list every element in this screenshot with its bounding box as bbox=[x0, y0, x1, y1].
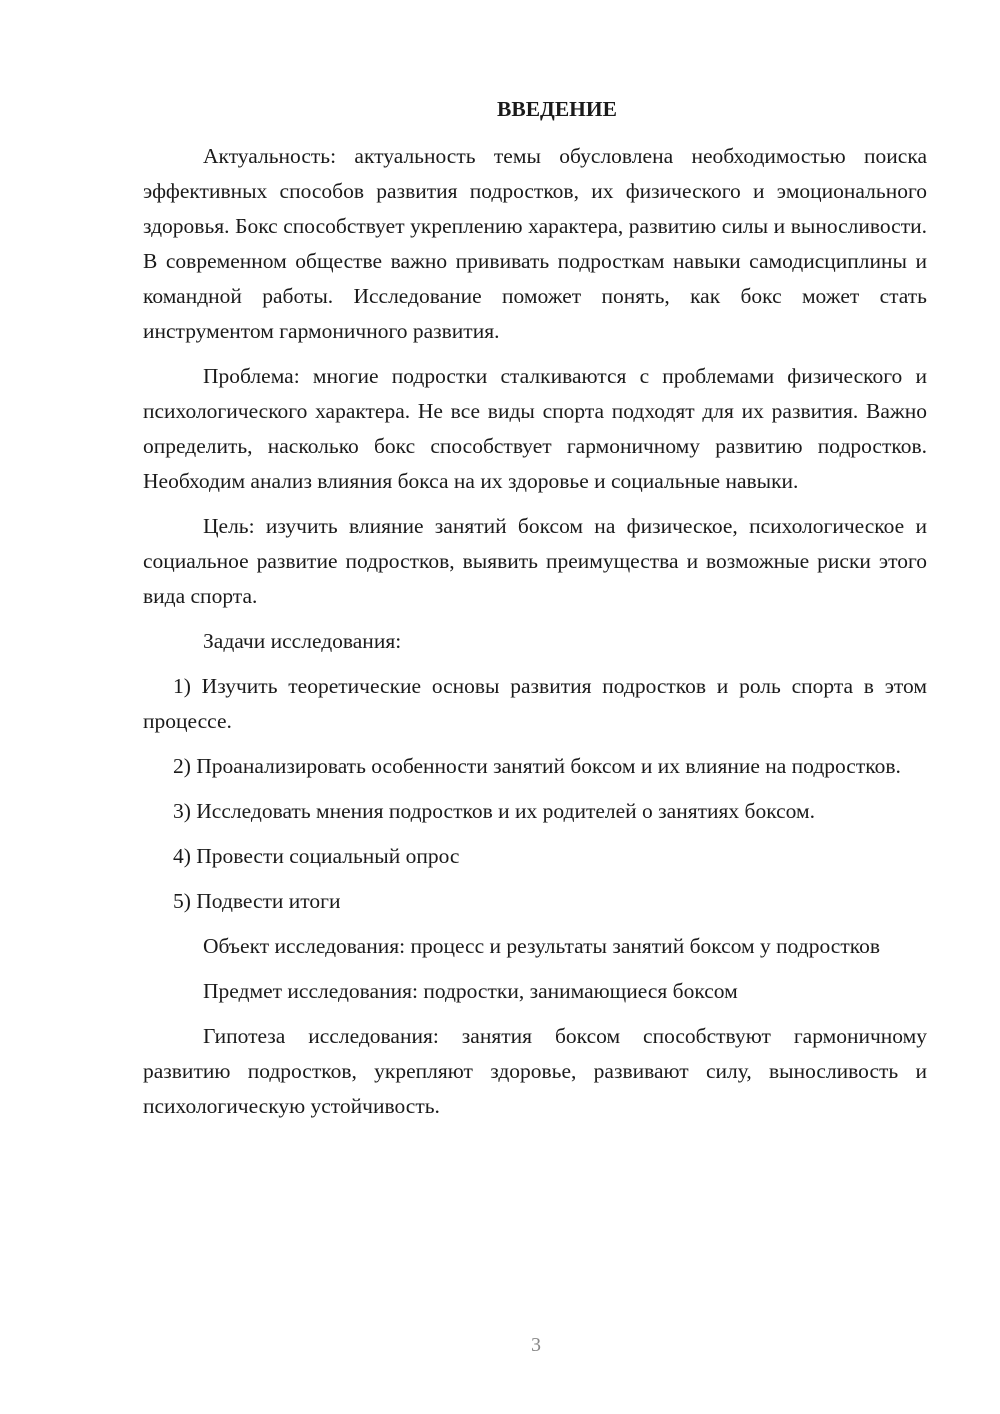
page-number: 3 bbox=[531, 1334, 541, 1356]
relevance-paragraph: Актуальность: актуальность темы обусловлена необходимостью поиска эффективных способов развития подростков, их физического и эмоционального здоровья. Бокс способствует укреплению характера, развитию силы и выносливости. В современном обществе важно прививать подросткам навыки самодисциплины и командной работы. Исследование поможет понять, как бокс может стать инструментом гармоничного развития. bbox=[143, 144, 927, 343]
task-item-2: 2) Проанализировать особенности занятий боксом и их влияние на подростков. bbox=[173, 754, 901, 778]
task-item-4: 4) Провести социальный опрос bbox=[173, 844, 460, 868]
object-paragraph: Объект исследования: процесс и результаты занятий боксом у подростков bbox=[203, 934, 880, 958]
hypothesis-paragraph: Гипотеза исследования: занятия боксом способствуют гармоничному развитию подростков, укрепляют здоровье, развивают силу, выносливость и психологическую устойчивость. bbox=[143, 1024, 927, 1118]
task-item-5: 5) Подвести итоги bbox=[173, 889, 341, 913]
page-title: ВВЕДЕНИЕ bbox=[497, 97, 617, 121]
problem-paragraph: Проблема: многие подростки сталкиваются с проблемами физического и психологического характера. Не все виды спорта подходят для их развития. Важно определить, насколько бокс способствует гармоничному развитию подростков. Необходим анализ влияния бокса на их здоровье и социальные навыки. bbox=[143, 364, 927, 493]
document-page bbox=[143, 92, 927, 1124]
goal-paragraph: Цель: изучить влияние занятий боксом на физическое, психологическое и социальное развитие подростков, выявить преимущества и возможные риски этого вида спорта. bbox=[143, 514, 927, 608]
subject-paragraph: Предмет исследования: подростки, занимающиеся боксом bbox=[203, 979, 738, 1003]
task-item-3: 3) Исследовать мнения подростков и их родителей о занятиях боксом. bbox=[173, 799, 815, 823]
task-item-1: 1) Изучить теоретические основы развития подростков и роль спорта в этом процессе. bbox=[143, 674, 927, 733]
tasks-title: Задачи исследования: bbox=[203, 629, 402, 653]
